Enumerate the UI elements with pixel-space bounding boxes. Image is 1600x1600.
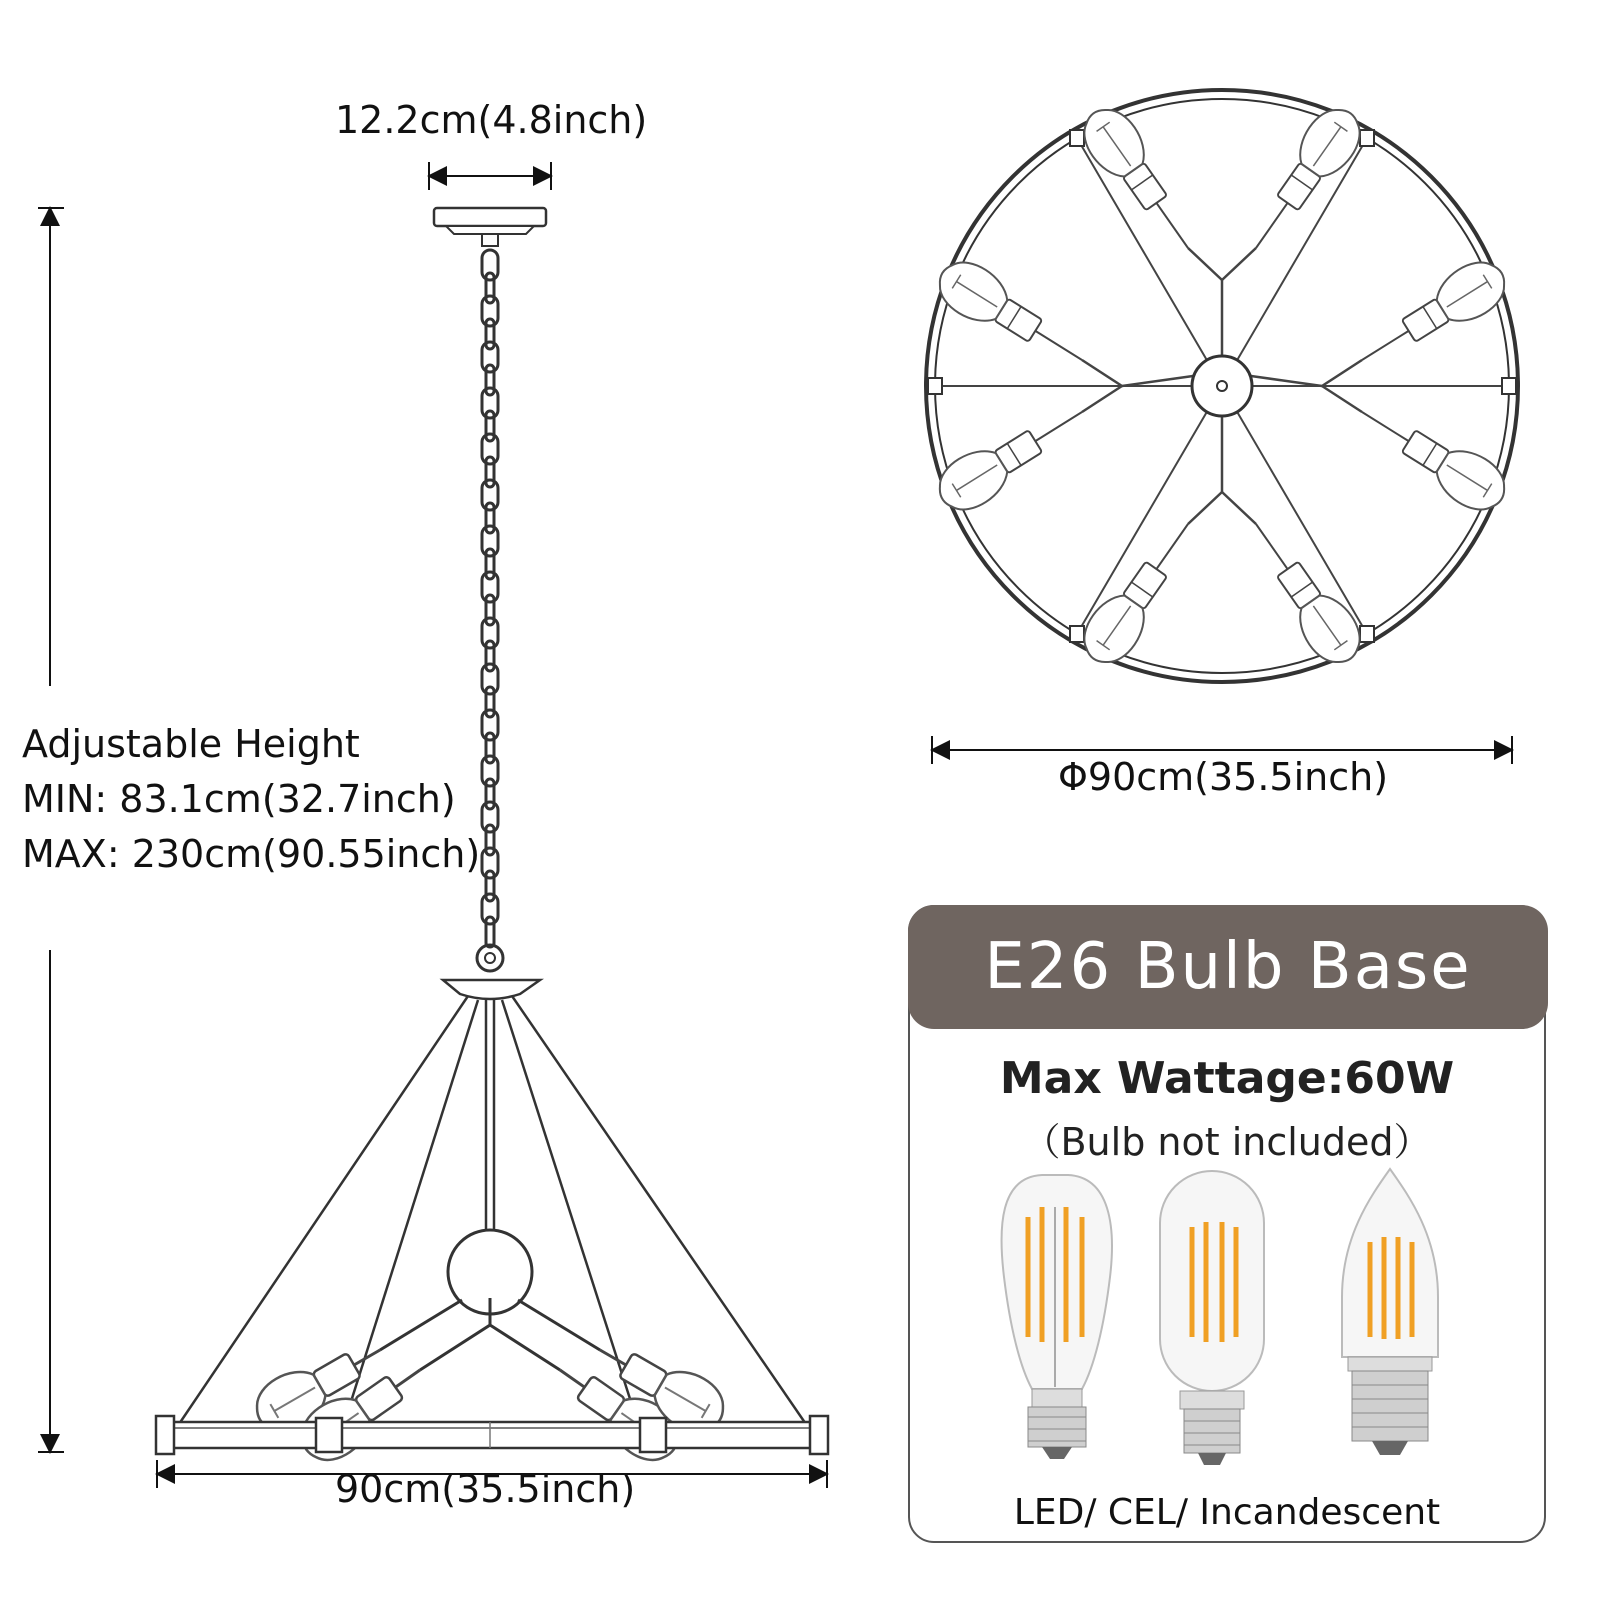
bulb-base-header: E26 Bulb Base (908, 905, 1548, 1029)
bulb-info-card (908, 905, 1546, 1543)
height-dimension (38, 208, 64, 1452)
max-wattage: Max Wattage:60W (999, 1053, 1455, 1104)
height-max-label: MAX: 230cm(90.55inch) (22, 832, 481, 876)
canopy-width-label: 12.2cm(4.8inch) (335, 98, 648, 142)
bottom-width-label: 90cm(35.5inch) (335, 1467, 636, 1511)
bulb-types-label: LED/ CEL/ Incandescent (1013, 1492, 1441, 1533)
height-title: Adjustable Height (22, 722, 360, 766)
candle-bulb-icon (1342, 1169, 1438, 1455)
height-min-label: MIN: 83.1cm(32.7inch) (22, 777, 456, 821)
top-view (926, 90, 1518, 682)
bulb-illustrations (970, 1167, 1490, 1477)
st-bulb-icon (1002, 1175, 1112, 1459)
chain (482, 250, 498, 947)
top-diameter-label: Φ90cm(35.5inch) (1058, 755, 1389, 799)
canopy-width-dimension (429, 162, 551, 190)
t-bulb-icon (1160, 1171, 1264, 1465)
bulb-note: （Bulb not included） (1022, 1120, 1432, 1164)
